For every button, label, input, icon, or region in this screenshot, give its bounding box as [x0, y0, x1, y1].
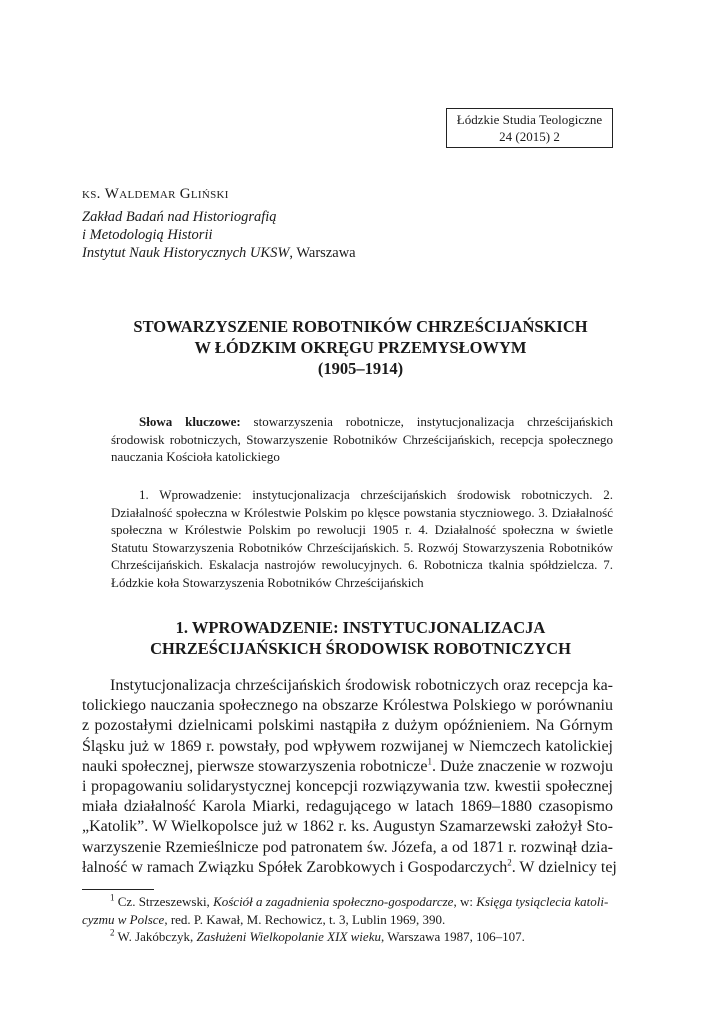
author-affiliation: [82, 208, 356, 262]
footnote-1-continued: [82, 911, 613, 929]
author-fullname: Waldemar Gliński: [104, 186, 229, 202]
footnote-text: Cz. Strzeszewski,: [114, 894, 214, 909]
journal-name: Łódzkie Studia Teologiczne: [456, 112, 603, 127]
body-paragraph: [82, 676, 617, 878]
affiliation-city: , Warszawa: [289, 245, 356, 261]
section-heading-line-1: [0, 617, 721, 638]
footnote-work-title: Księga tysiąclecia katoli-: [476, 894, 609, 909]
footnote-text: , Warszawa 1987, 106–107.: [380, 929, 525, 944]
section-heading-line-2: CHRZEŚCIJAŃSKICH ŚRODOWISK ROBOTNICZYCH: [150, 639, 571, 658]
keywords-label: Słowa kluczowe:: [139, 414, 241, 429]
footnote-work-title: Zasłużeni Wielkopolanie XIX wieku: [196, 929, 381, 944]
author-prefix: ks.: [82, 186, 101, 202]
body-line: [82, 857, 617, 878]
footnote-number: 1: [110, 892, 115, 903]
section-title-rest: : INSTYTUCJONALIZACJA: [333, 618, 546, 637]
article-title: [0, 316, 721, 379]
footnote-ref-1[interactable]: 1: [427, 756, 432, 767]
footnote-2: [82, 928, 613, 946]
section-heading: [0, 617, 721, 659]
footnote-number: 2: [110, 927, 115, 938]
body-line-text: . W dzielnicy tej: [511, 858, 617, 876]
body-line: miała działalność Karola Miarki, redagującego w latach 1869–1880 czasopismo: [82, 798, 613, 816]
body-line-text: nauki społecznej, pierwsze stowarzyszenia robotnicze: [82, 757, 428, 775]
title-line-1: STOWARZYSZENIE ROBOTNIKÓW CHRZEŚCIJAŃSKICH: [133, 317, 588, 336]
footnote-ref-2[interactable]: 2: [507, 857, 512, 868]
body-line: tolickiego nauczania społecznego na obszarze Królestwa Polskiego w porównaniu: [82, 697, 613, 715]
title-line-3: (1905–1914): [317, 359, 404, 378]
keywords-block: [111, 413, 613, 466]
table-of-contents: 1. Wprowadzenie: instytucjonalizacja chrześcijańskich środowisk robotniczych. 2. Działalność społeczna w Królestwie Polskim po klęsce powstania styczniowego. 3. Działalność społeczna w Królestwie Polskim po rewolucji 1905 r. 4. Działalność społeczna w świetle Statutu Stowarzyszenia Robotników Chrześcijańskich. 5. Rozwój Stowarzyszenia Robotników Chrześcijańskich. Eskalacja nastrojów rewolucyjnych. 6. Robotnicza tkalnia spółdzielcza. 7. Łódzkie koła Stowarzyszenia Robotników Chrześcijańskich: [111, 487, 613, 590]
body-line: Instytucjonalizacja chrześcijańskich środowisk robotniczych oraz recepcja ka-: [110, 677, 613, 694]
body-line: i propagowaniu solidarystycznej koncepcji rozwiązywania tzw. kwestii społecznej: [82, 778, 613, 796]
author-name: [82, 186, 229, 203]
body-line: z pozostałymi dzielnicami polskimi nastąpiła z dużym opóźnieniem. Na Górnym: [82, 717, 613, 735]
section-number-title: 1. WPROWADZENIE: [175, 618, 334, 637]
body-line: [82, 757, 613, 777]
body-line: warzyszenie Rzemieślnicze pod patronatem św. Józefa, a od 1871 r. rozwinął dzia-: [82, 838, 613, 856]
footnote-text: , w:: [453, 894, 477, 909]
keywords-text: stowarzyszenia robotnicze, instytucjonalizacja chrześcijańskich środowisk robotniczych, Stowarzyszenie Robotników Chrześcijańskich, recepcja społecznego nauczania Kościoła katolickiego: [111, 414, 613, 464]
footnote-1: [82, 893, 613, 911]
affiliation-institute: Instytut Nauk Historycznych UKSW: [82, 245, 290, 261]
footnote-text: , red. P. Kawał, M. Rechowicz, t. 3, Lublin 1969, 390.: [164, 911, 446, 927]
body-line: Śląsku już w 1869 r. powstały, pod wpływem rozwijanej w Niemczech katolickiej: [82, 737, 613, 755]
body-line-text: . Duże znaczenie w rozwoju: [431, 757, 614, 775]
footnotes: [82, 893, 613, 946]
footnote-work-title: cyzmu w Polsce: [82, 911, 165, 927]
body-line: „Katolik”. W Wielkopolsce już w 1862 r. ks. Augustyn Szamarzewski założył Sto-: [82, 818, 613, 836]
journal-volume: 24 (2015) 2: [499, 129, 560, 144]
affiliation-line-2: i Metodologią Historii: [82, 227, 213, 243]
affiliation-line-1: Zakład Badań nad Historiografią: [82, 209, 277, 225]
footnote-work-title: Kościół a zagadnienia społeczno-gospodarcze: [213, 894, 454, 909]
journal-info-box: [446, 108, 613, 148]
body-line-text: łalność w ramach Związku Spółek Zarobkowych i Gospodarczych: [82, 858, 508, 876]
footnote-text: W. Jakóbczyk,: [114, 929, 197, 944]
footnote-divider: [82, 889, 154, 890]
title-line-2: W ŁÓDZKIM OKRĘGU PRZEMYSŁOWYM: [194, 338, 527, 357]
